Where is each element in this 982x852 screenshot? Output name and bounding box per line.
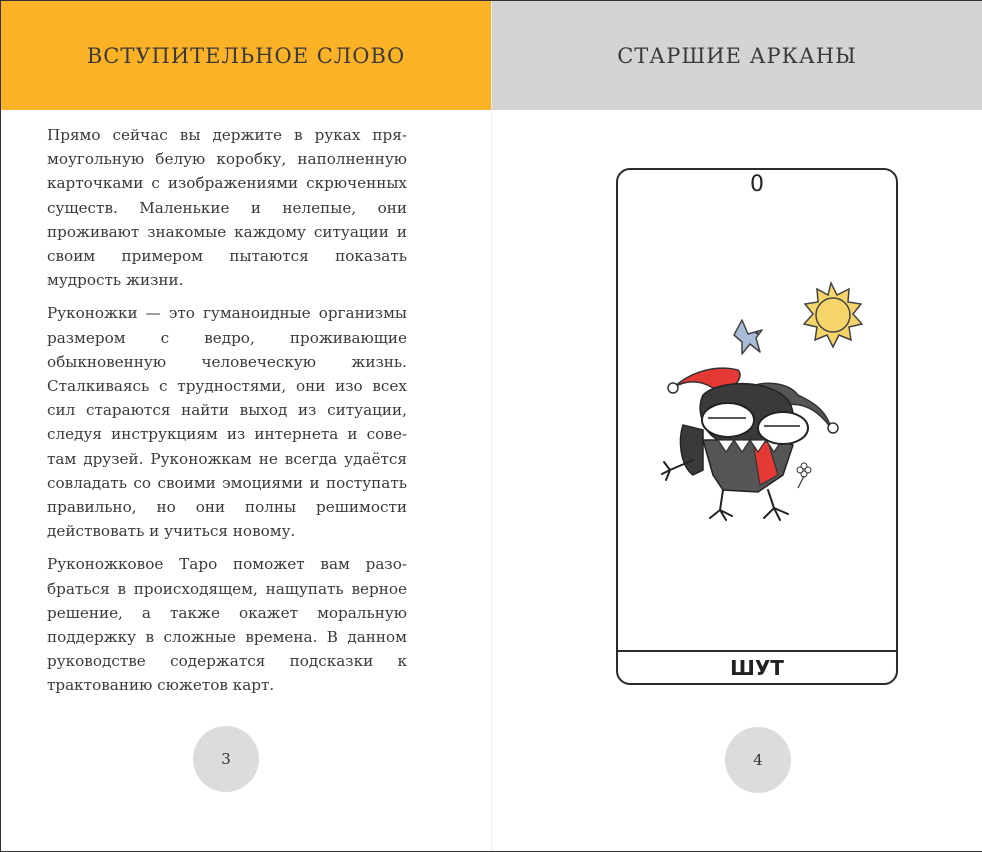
- sun-icon: [804, 283, 862, 347]
- jester-illustration: [648, 270, 868, 530]
- intro-text: [47, 123, 407, 707]
- left-page-header: [1, 1, 491, 110]
- page-number: 3: [193, 726, 259, 792]
- card-number: 0: [750, 172, 764, 197]
- paragraph: Руконожковое Таро поможет вам разобраться в происходящем, нащупать верное решение, а также окажет моральную поддержку в сложные времена. В данном руководстве содержатся подсказки к трактованию сюжетов карт.: [47, 555, 407, 695]
- left-page: [1, 1, 491, 851]
- page-number: 4: [725, 727, 791, 793]
- bird-icon: [734, 320, 762, 354]
- section-title: СТАРШИЕ АРКАНЫ: [617, 43, 857, 68]
- right-page-header: [492, 1, 982, 110]
- right-page: [491, 1, 982, 851]
- tarot-card[interactable]: [616, 168, 898, 685]
- paragraph: Прямо сейчас вы держите в руках прямоугольную белую коробку, наполненную карточками с изображениями скрюченных существ. Маленькие и нелепые, они проживают знакомые каждому ситуации и своим примером пытаются показать мудрость жизни.: [47, 126, 407, 290]
- section-title: ВСТУПИТЕЛЬНОЕ СЛОВО: [86, 43, 406, 68]
- paragraph: Руконожки — это гуманоидные организмы размером с ведро, проживающие обыкновенную человеческую жизнь. Сталкиваясь с трудностями, они изо всех сил стараются найти выход из ситуации, следуя инструкциям из интернета и советам друзей. Руконожкам не всегда удаётся совладать со своими эмоциями и поступать правильно, но они полны решимости действовать и учиться новому.: [47, 304, 407, 541]
- card-divider: [618, 650, 896, 652]
- card-name: ШУТ: [730, 656, 784, 680]
